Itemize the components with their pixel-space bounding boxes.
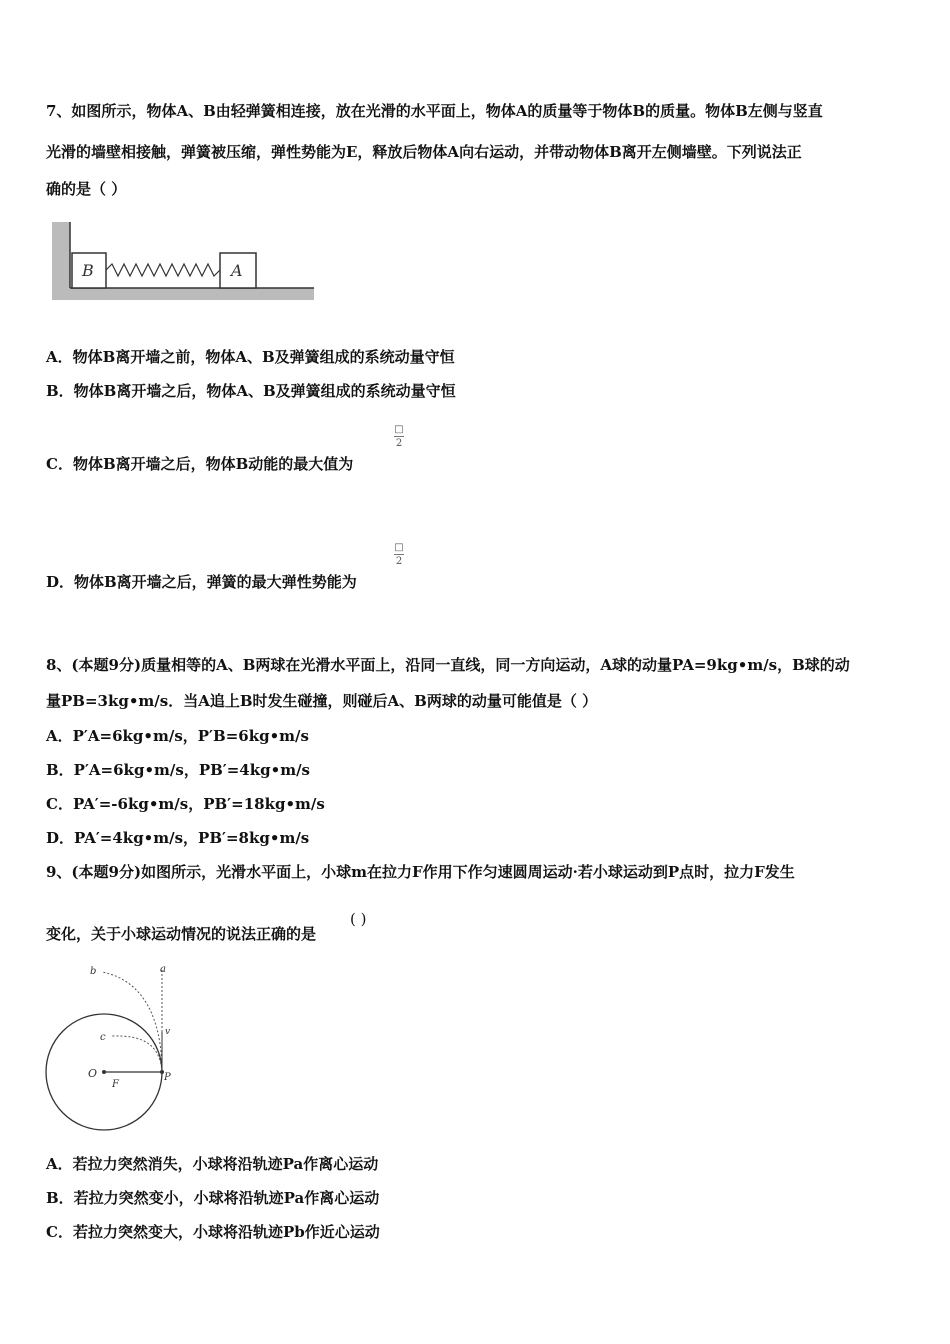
q8-option-b[interactable]: B．P′A=6kg•m/s，PB′=4kg•m/s (46, 761, 311, 779)
q8-option-a[interactable]: A．P′A=6kg•m/s，P′B=6kg•m/s (46, 727, 309, 745)
label-c: c (100, 1032, 106, 1043)
q9-circle-figure (44, 960, 194, 1144)
q7-spring-figure (46, 220, 318, 304)
label-p: P (164, 1072, 171, 1083)
q7-option-b[interactable]: B．物体B离开墙之后，物体A、B及弹簧组成的系统动量守恒 (46, 382, 456, 400)
q7-stem-line3: 确的是（ ） (46, 180, 127, 198)
q9-option-c[interactable]: C．若拉力突然变大，小球将沿轨迹Pb作近心运动 (46, 1223, 380, 1241)
q7-option-d[interactable]: D．物体B离开墙之后，弹簧的最大弹性势能为 (46, 573, 357, 591)
path-b (102, 972, 162, 1072)
q7-option-c-fraction: □ 2 (394, 424, 404, 449)
q8-option-c[interactable]: C．PA′=-6kg•m/s，PB′=18kg•m/s (46, 795, 325, 813)
q7-option-a[interactable]: A．物体B离开墙之前，物体A、B及弹簧组成的系统动量守恒 (46, 348, 455, 366)
q9-answer-paren: ( ) (350, 910, 367, 928)
center-dot (102, 1070, 106, 1074)
label-o: O (88, 1067, 98, 1080)
label-f: F (112, 1079, 119, 1090)
path-c (112, 1036, 162, 1072)
q9-option-a[interactable]: A．若拉力突然消失，小球将沿轨迹Pa作离心运动 (46, 1155, 379, 1173)
q7-option-d-fraction: □ 2 (394, 542, 404, 567)
block-a-label: A (231, 261, 243, 280)
label-a: a (160, 964, 166, 975)
q9-option-b[interactable]: B．若拉力突然变小，小球将沿轨迹Pa作离心运动 (46, 1189, 380, 1207)
q8-stem-line1: 8、(本题9分)质量相等的A、B两球在光滑水平面上，沿同一直线，同一方向运动，A球的动量PA=9kg•m/s，B球的动 (46, 656, 850, 674)
q9-stem-line1: 9、(本题9分)如图所示，光滑水平面上，小球m在拉力F作用下作匀速圆周运动·若小球运动到P点时，拉力F发生 (46, 863, 795, 881)
label-v: v (165, 1027, 171, 1037)
block-b-label: B (82, 261, 94, 280)
spring (106, 264, 220, 276)
q7-stem-line2: 光滑的墙壁相接触，弹簧被压缩，弹性势能为E，释放后物体A向右运动，并带动物体B离开左侧墙壁。下列说法正 (46, 143, 802, 161)
q7-stem-line1: 7、如图所示，物体A、B由轻弹簧相连接，放在光滑的水平面上，物体A的质量等于物体B的质量。物体B左侧与竖直 (46, 102, 823, 120)
q8-option-d[interactable]: D．PA′=4kg•m/s，PB′=8kg•m/s (46, 829, 310, 847)
q7-option-c[interactable]: C．物体B离开墙之后，物体B动能的最大值为 (46, 455, 354, 473)
q8-stem-line2: 量PB=3kg•m/s．当A追上B时发生碰撞，则碰后A、B两球的动量可能值是（ ） (46, 692, 598, 710)
q9-stem-line2: 变化，关于小球运动情况的说法正确的是 (46, 925, 317, 943)
label-b: b (90, 966, 97, 977)
